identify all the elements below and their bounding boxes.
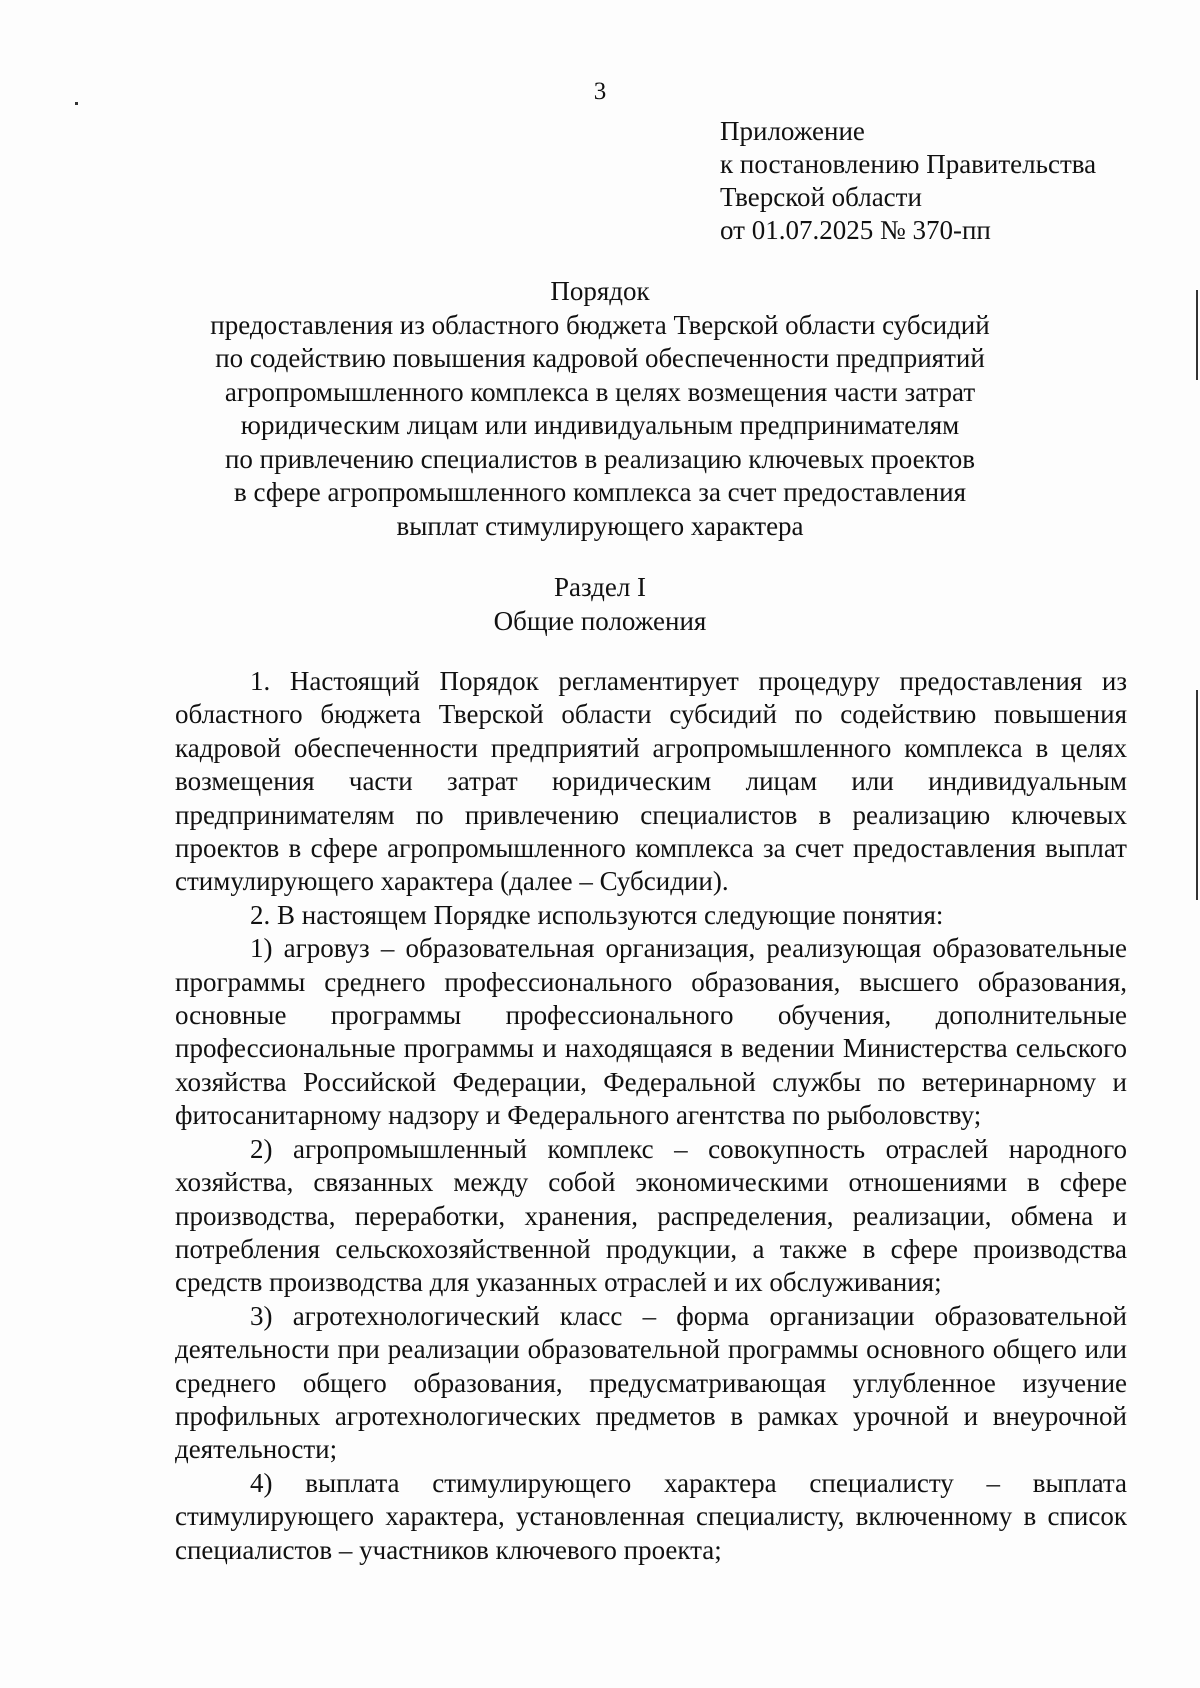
paragraph: 1. Настоящий Порядок регламентирует процедуру предоставления из областного бюджета Тверской области субсидий по содействию повышения кадровой обеспеченности предприятий агропромышленного комплекса в целях возмещения части затрат юридическим лицам или индивидуальным предпринимателям по привлечению специалистов в реализацию ключевых проектов в сфере агропромышленного комплекса за счет предоставления выплат стимулирующего характера (далее – Субсидии). [175,666,1127,897]
title-line: по привлечению специалистов в реализацию ключевых проектов [224,443,976,474]
paragraph: 2. В настоящем Порядке используются следующие понятия: [250,899,944,930]
title-line: юридическим лицам или индивидуальным предпринимателям [240,410,960,440]
paragraph: 3) агротехнологический класс – форма организации образовательной деятельности при реализации образовательной программы основного общего или среднего общего образования, предусматривающая углубленное изучение профильных агротехнологических предметов в рамках урочной и внеурочной деятельности; [175,1300,1127,1465]
document-title [150,275,1050,543]
title-line: по содействию повышения кадровой обеспеченности предприятий [215,343,985,373]
appendix-line: Приложение [720,116,865,146]
paragraph: 2) агропромышленный комплекс – совокупность отраслей народного хозяйства, связанных между собой экономическими отношениями в сфере производства, переработки, хранения, распределения, реализации, обмена и потребления сельскохозяйственной продукции, а также в сфере производства средств производства для указанных отраслей и их обслуживания; [175,1133,1127,1298]
appendix-line: от 01.07.2025 № 370-пп [720,215,991,245]
scan-artifact [1196,690,1198,900]
appendix-block [720,115,1096,247]
paragraph: 4) выплата стимулирующего характера специалисту – выплата стимулирующего характера, установленная специалисту, включенному в список специалистов – участников ключевого проекта; [175,1467,1127,1565]
paragraph: 1) агровуз – образовательная организация, реализующая образовательные программы среднего профессионального образования, высшего образования, основные программы профессионального обучения, дополнительные профессиональные программы и находящаяся в ведении Министерства сельского хозяйства Российской Федерации, Федеральной службы по ветеринарному и фитосанитарному надзору и Федерального агентства по рыболовству; [175,933,1127,1131]
title-line: предоставления из областного бюджета Тверской области субсидий [210,309,990,340]
title-heading: Порядок [550,276,650,306]
title-line: выплат стимулирующего характера [396,510,804,541]
section-heading [150,570,1050,638]
appendix-line: Тверской области [720,182,922,212]
title-line: агропромышленного комплекса в целях возмещения части затрат [224,376,976,407]
page-number: 3 [593,78,607,105]
section-number: Раздел I [553,572,647,602]
appendix-line: к постановлению Правительства [720,149,1097,179]
title-line: в сфере агропромышленного комплекса за счет предоставления [234,477,966,507]
section-name: Общие положения [493,606,707,636]
scan-artifact [1196,290,1198,380]
body-text [175,665,1127,1567]
